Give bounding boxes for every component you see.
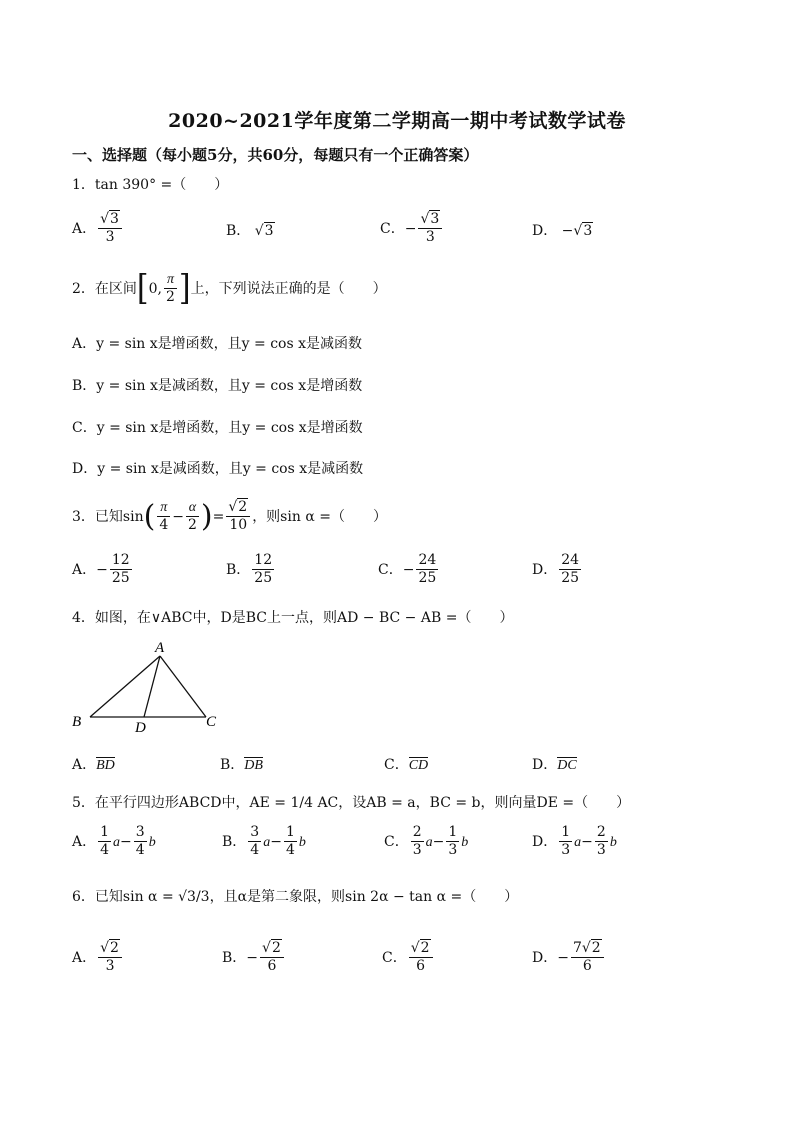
q6-option-d: D．− $\frac{7√2}{6}$ [532,941,606,975]
side-ab [90,656,160,717]
q2-option-d: D．y = sin x是减函数，且y = cos x是减函数 [72,461,364,477]
section-heading: 一、选择题（每小题5分，共60分，每题只有一个正确答案） [72,146,479,164]
vertex-label-b: B [72,714,82,730]
q3-option-c: C．− $\frac{24}{25}$ [378,552,437,587]
q2-option-a: A．y = sin x是增函数，且y = cos x是减函数 [72,336,363,352]
question-4-stem: 4．如图，在∨ABC中，D是BC上一点，则AD − BC − AB =（ ） [72,610,514,626]
q6-option-a: A． $\frac{√2}{3}$ [72,941,124,975]
q5-option-a: A． $\frac{1}{4}$ a− $\frac{3}{4}$ b [72,824,156,859]
question-6-stem: 6．已知sin α = √3/3，且α是第二象限，则sin 2α − tan α =（ ） [72,889,519,905]
question-2-stem: 2．在区间[0, $\frac{\pi}{2}$ ]上，下列说法正确的是（ ） [72,268,387,309]
vertex-label-a: A [155,640,165,656]
exam-title: 2020~2021学年度第二学期高一期中考试数学试卷 [168,110,626,132]
question-1-stem: 1．tan 390° =（ ） [72,177,229,193]
point-label-d: D [135,720,146,736]
q1-option-c: C．− $\frac{√3}{3}$ [380,212,444,246]
triangle-figure [68,636,238,740]
q2-option-b: B．y = sin x是减函数，且y = cos x是增函数 [72,378,363,394]
q5-option-d: D． $\frac{1}{3}$ a− $\frac{2}{3}$ b [532,824,617,859]
q4-option-a: A．BD [72,757,115,773]
question-5-stem: 5．在平行四边形ABCD中，AE = 1/4 AC，设AB = a，BC = b，则向量DE =（ ） [72,795,631,811]
q1-option-a: A． $\frac{√3}{3}$ [72,212,124,246]
q4-option-c: C．CD [384,757,429,773]
q5-option-b: B． $\frac{3}{4}$ a− $\frac{1}{4}$ b [222,824,306,859]
side-ac [160,656,206,717]
segment-ad [144,656,160,717]
q3-option-a: A．− $\frac{12}{25}$ [72,552,130,587]
q5-option-c: C． $\frac{2}{3}$ a− $\frac{1}{3}$ b [384,824,469,859]
q1-option-b: B． √3 [226,223,274,239]
q4-option-d: D．DC [532,757,577,773]
q6-option-b: B．− $\frac{√2}{6}$ [222,941,286,975]
q6-option-c: C． $\frac{√2}{6}$ [382,941,435,975]
q3-option-d: D． $\frac{24}{25}$ [532,552,580,587]
q3-option-b: B． $\frac{12}{25}$ [226,552,273,587]
q4-option-b: B．DB [220,757,263,773]
vertex-label-c: C [206,714,217,730]
q1-option-d: D． −√3 [532,223,593,239]
q2-option-c: C．y = sin x是增函数，且y = cos x是增函数 [72,420,363,436]
question-3-stem: 3．已知sin( $\frac{\pi}{4}$ − $\frac{\alpha}{2}$ )= $\frac{√2}{10}$ ，则sin α =（ ） [72,498,387,534]
